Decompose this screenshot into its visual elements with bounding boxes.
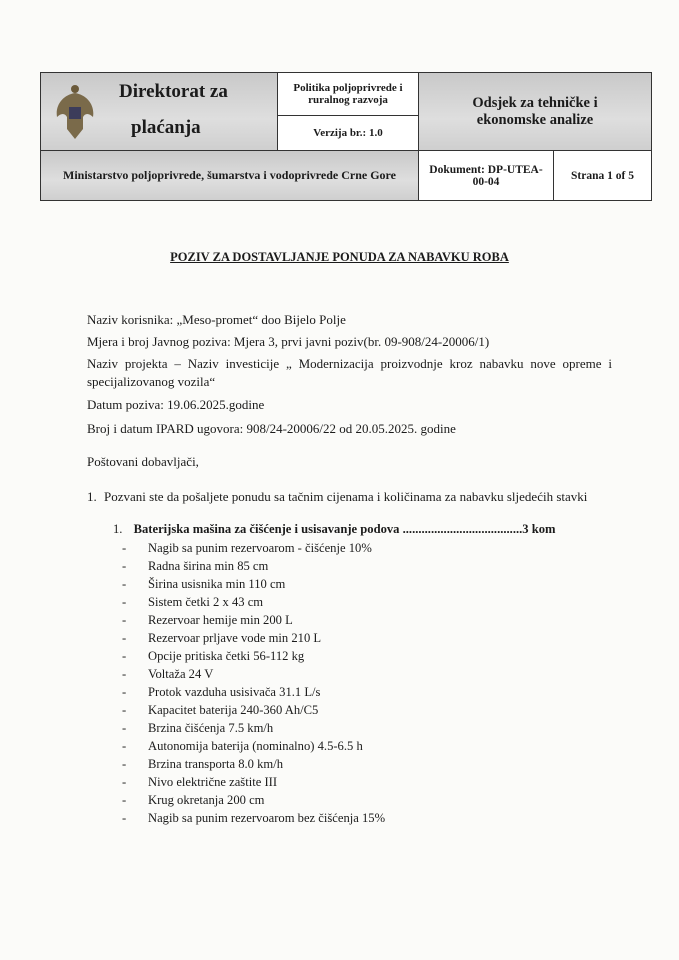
policy-cell: Politika poljoprivrede i ruralnog razvoja (277, 72, 419, 116)
project-line-1: Naziv projekta – Naziv investicije „ Modernizacija proizvodnje kroz nabavku nove opreme i (87, 356, 612, 371)
ministry-cell: Ministarstvo poljoprivrede, šumarstva i vodoprivrede Crne Gore (40, 150, 419, 201)
document-number-cell: Dokument: DP-UTEA-00-04 (418, 150, 554, 201)
beneficiary-line: Naziv korisnika: „Meso-promet“ doo Bijelo Polje (87, 312, 346, 327)
date-line: Datum poziva: 19.06.2025.godine (87, 397, 265, 412)
spec-item: - Širina usisnika min 110 cm (122, 577, 286, 591)
page-number-cell: Strana 1 of 5 (553, 150, 652, 201)
spec-item: - Sistem četki 2 x 43 cm (122, 595, 264, 609)
spec-item: - Rezervoar hemije min 200 L (122, 613, 293, 627)
org-name-line2: plaćanja (131, 117, 201, 138)
spec-item: - Nagib sa punim rezervoarom bez čišćenja 15% (122, 811, 386, 825)
spec-item: - Brzina transporta 8.0 km/h (122, 757, 284, 771)
department-cell: Odsjek za tehničke i ekonomske analize (418, 72, 652, 151)
spec-item: - Kapacitet baterija 240-360 Ah/C5 (122, 703, 319, 717)
spec-item: - Opcije pritiska četki 56-112 kg (122, 649, 305, 663)
spec-item: - Brzina čišćenja 7.5 km/h (122, 721, 274, 735)
item-quantity: 3 kom (522, 522, 556, 536)
version-cell: Verzija br.: 1.0 (277, 115, 419, 151)
item-number: 1. (113, 522, 123, 536)
contract-line: Broj i datum IPARD ugovora: 908/24-20006/22 od 20.05.2025. godine (87, 421, 456, 436)
project-line-2: specijalizovanog vozila“ (87, 374, 216, 389)
item-heading (113, 522, 556, 537)
org-name-line1: Direktorat za (119, 81, 228, 102)
intro-number: 1. (87, 489, 97, 504)
measure-line: Mjera i broj Javnog poziva: Mjera 3, prvi javni poziv(br. 09-908/24-20006/1) (87, 334, 490, 349)
org-cell (40, 72, 278, 151)
intro-text: Pozvani ste da pošaljete ponudu sa tačnim cijenama i količinama za nabavku sljedećih stavki (104, 489, 588, 504)
spec-item: - Autonomija baterija (nominalno) 4.5-6.5 h (122, 739, 363, 753)
spec-item: - Krug okretanja 200 cm (122, 793, 265, 807)
spec-item: - Radna širina min 85 cm (122, 559, 269, 573)
coat-of-arms-icon (53, 83, 97, 141)
spec-item: - Voltaža 24 V (122, 667, 214, 681)
item-name: Baterijska mašina za čišćenje i usisavanje podova ...................................... (133, 522, 523, 536)
spec-item: - Rezervoar prljave vode min 210 L (122, 631, 322, 645)
greeting: Poštovani dobavljači, (87, 454, 199, 469)
spec-item: - Nivo električne zaštite III (122, 775, 278, 789)
spec-item: - Protok vazduha usisivača 31.1 L/s (122, 685, 321, 699)
spec-item: - Nagib sa punim rezervoarom - čišćenje 10% (122, 541, 372, 555)
page-title: POZIV ZA DOSTAVLJANJE PONUDA ZA NABAVKU ROBA (170, 250, 509, 264)
